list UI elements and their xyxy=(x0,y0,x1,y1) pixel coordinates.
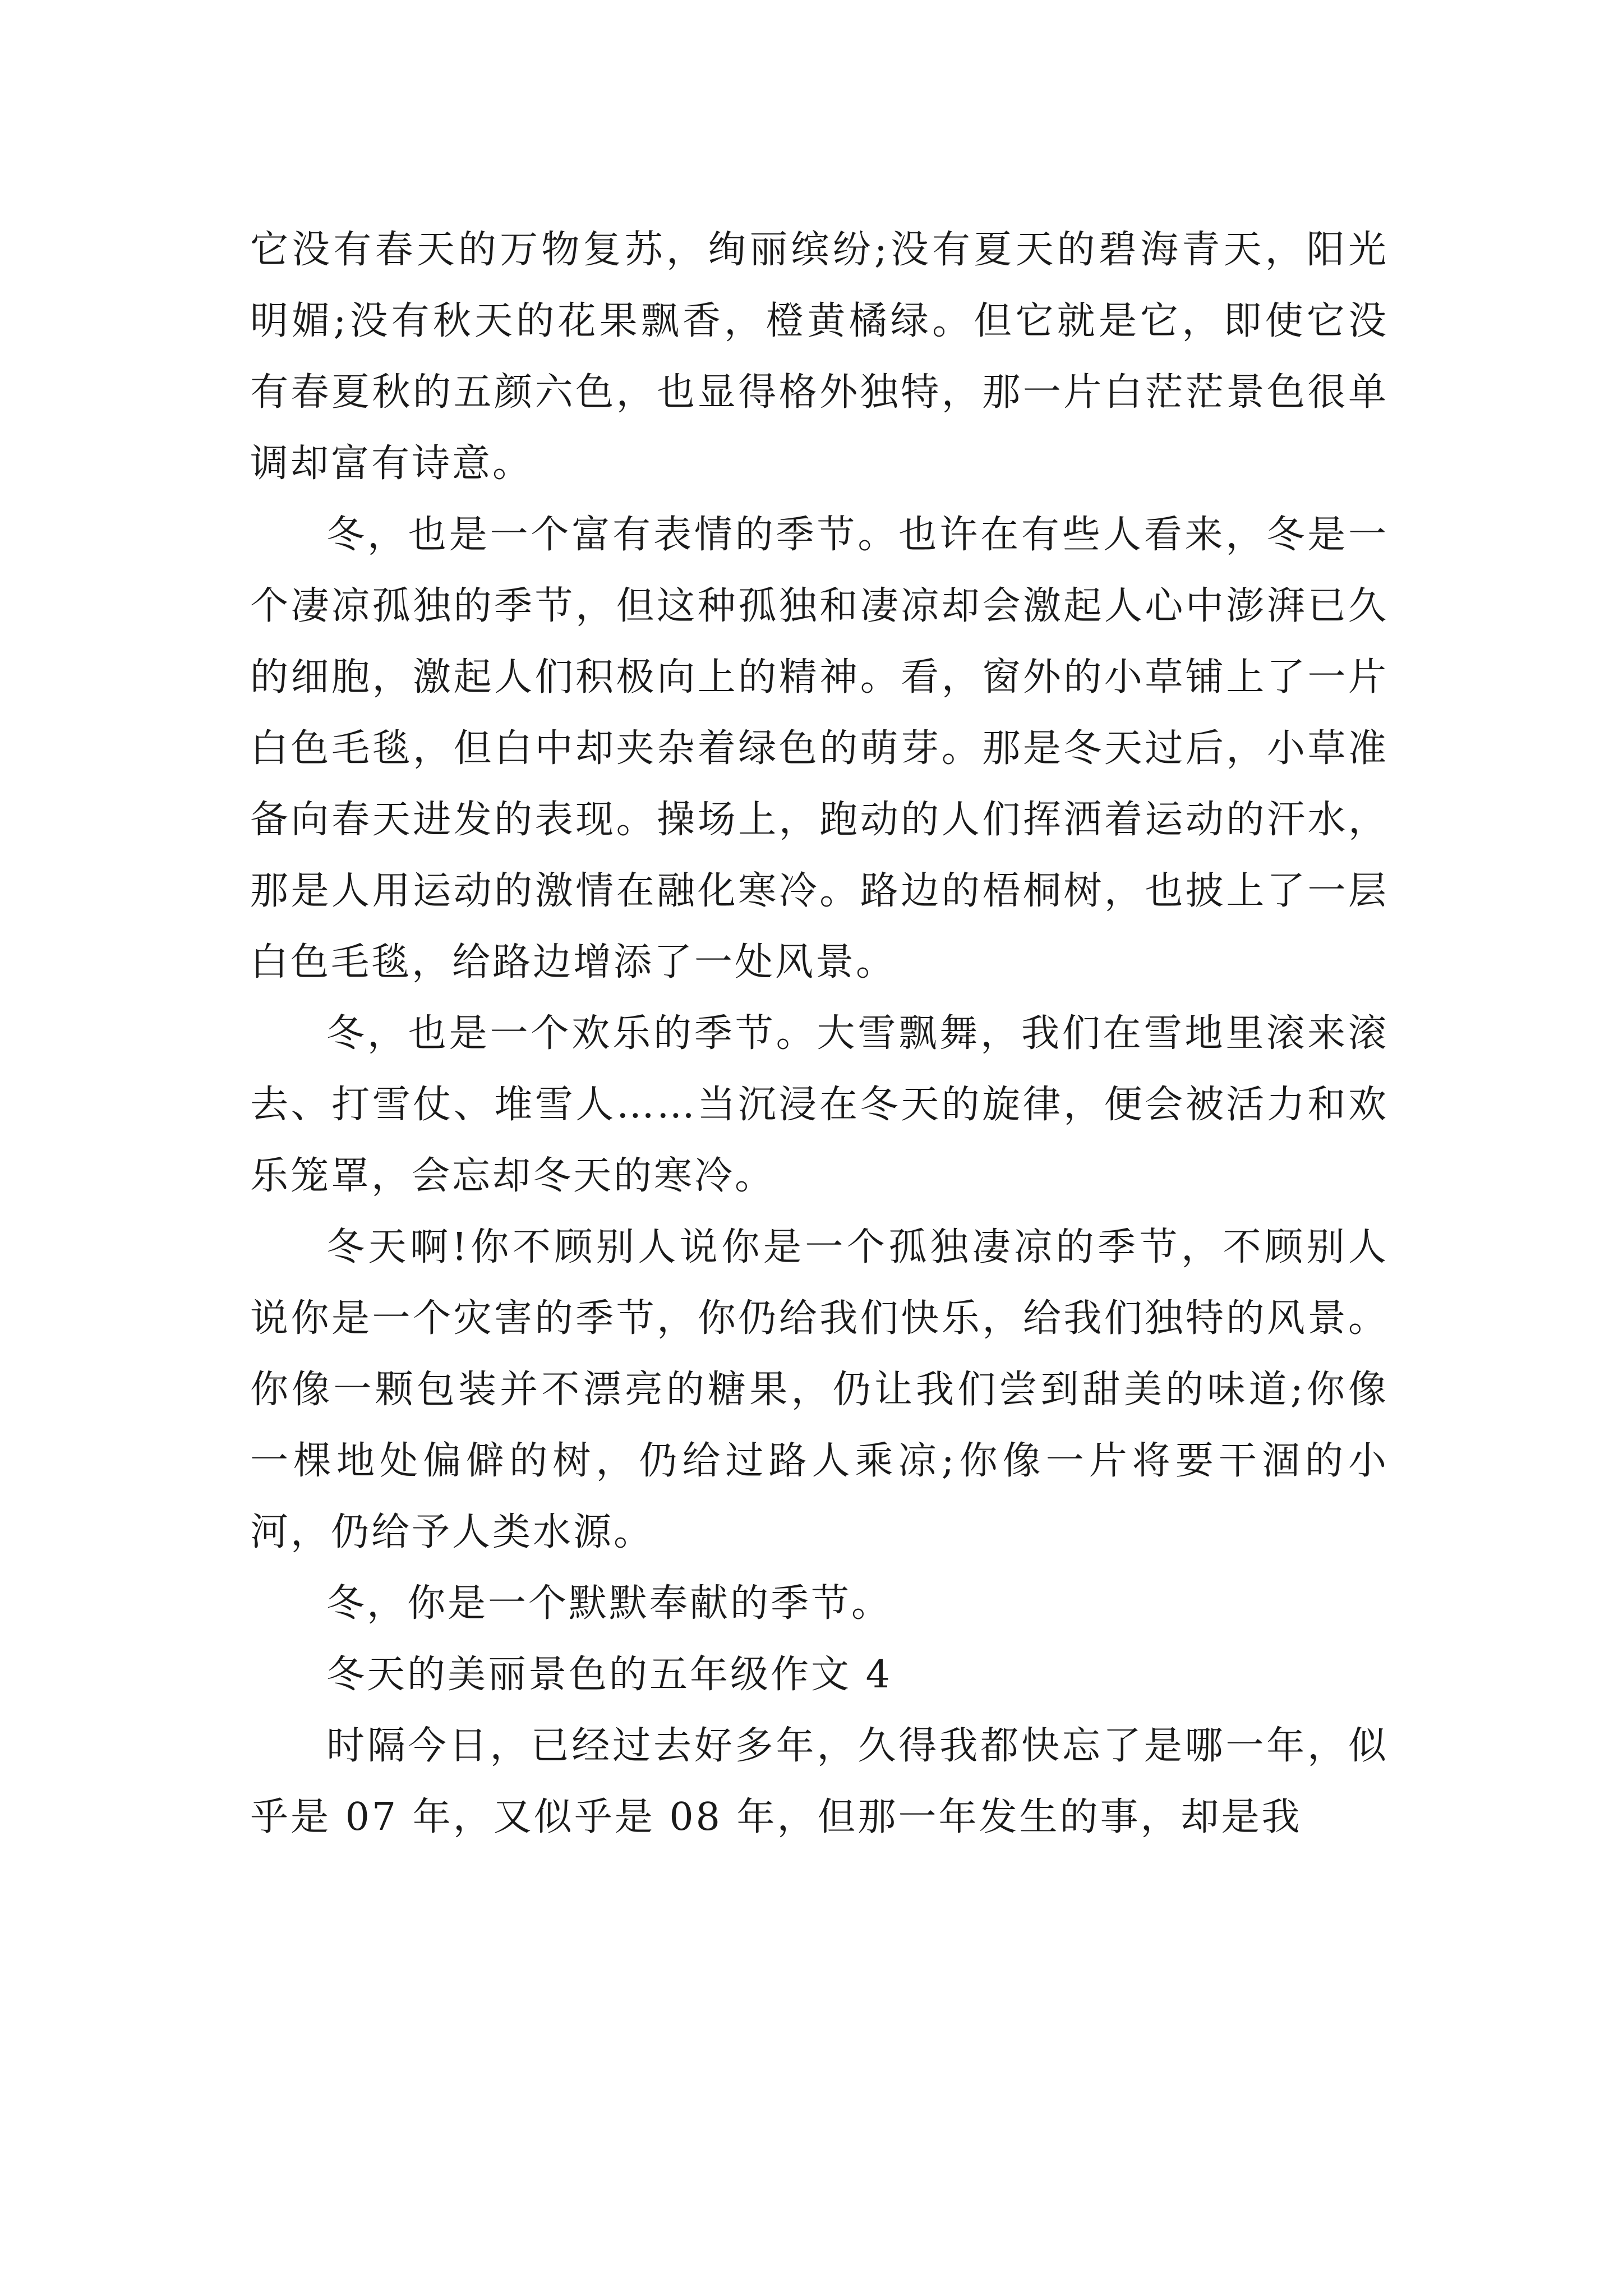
essay-title: 冬天的美丽景色的五年级作文 4 xyxy=(326,1653,892,1697)
paragraph-dedication: 冬，你是一个默默奉献的季节。 xyxy=(326,1581,892,1626)
paragraph-expressive-season: 冬，也是一个富有表情的季节。也许在有些人看来，冬是一个凄凉孤独的季节，但这种孤独和凄凉却会激起人心中澎湃已久的细胞，激起人们积极向上的精神。看，窗外的小草铺上了一片白色毛毯，但白中却夹杂着绿色的萌芽。那是冬天过后，小草准备向春天进发的表现。操场上，跑动的人们挥洒着运动的汗水，那是人用运动的激情在融化寒冷。路边的梧桐树，也披上了一层白色毛毯，给路边增添了一处风景。 xyxy=(250,513,1389,984)
document-body xyxy=(250,214,1389,1853)
paragraph-essay-opening: 时隔今日，已经过去好多年，久得我都快忘了是哪一年，似乎是 07 年，又似乎是 08 年，但那一年发生的事，却是我 xyxy=(250,1724,1389,1839)
paragraph-winter-address: 冬天啊!你不顾别人说你是一个孤独凄凉的季节，不顾别人说你是一个灾害的季节，你仍给我们快乐，给我们独特的风景。你像一颗包装并不漂亮的糖果，仍让我们尝到甜美的味道;你像一棵地处偏僻的树，仍给过路人乘凉;你像一片将要干涸的小河，仍给予人类水源。 xyxy=(250,1225,1389,1554)
paragraph-continuation: 它没有春天的万物复苏，绚丽缤纷;没有夏天的碧海青天，阳光明媚;没有秋天的花果飘香，橙黄橘绿。但它就是它，即使它没有春夏秋的五颜六色，也显得格外独特，那一片白茫茫景色很单调却富有诗意。 xyxy=(250,228,1389,486)
paragraph-joyful-season: 冬，也是一个欢乐的季节。大雪飘舞，我们在雪地里滚来滚去、打雪仗、堆雪人……当沉浸在冬天的旋律，便会被活力和欢乐笼罩，会忘却冬天的寒冷。 xyxy=(250,1011,1389,1198)
